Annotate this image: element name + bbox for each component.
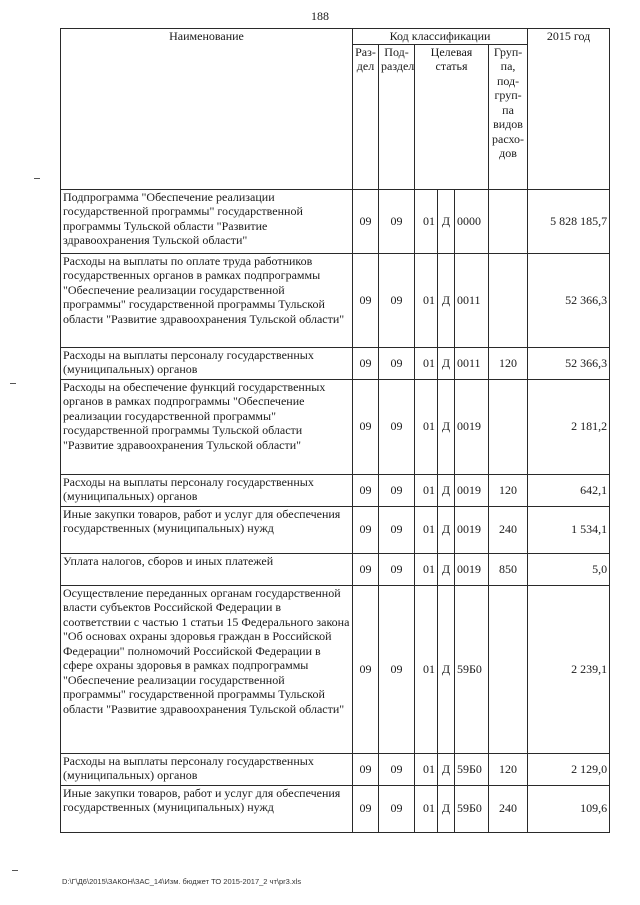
budget-table [60, 28, 610, 833]
header-name: Наименование [61, 29, 353, 190]
header-section: Раз- дел [353, 44, 379, 189]
row-section: 09 [353, 347, 379, 379]
row-name: Расходы на выплаты персоналу государственных (муниципальных) органов [61, 474, 353, 506]
header-expense-group: Груп- па, под- груп- па видов расхо- дов [489, 44, 528, 189]
row-target-direction: 0000 [455, 189, 489, 253]
row-target-program: 01 [415, 347, 438, 379]
row-target-program: 01 [415, 785, 438, 832]
row-section: 09 [353, 506, 379, 553]
row-subsection: 09 [379, 253, 415, 347]
table-row [61, 379, 610, 474]
margin-mark [12, 870, 18, 871]
row-amount: 2 239,1 [528, 585, 610, 753]
page-number: 188 [311, 9, 329, 23]
table-row [61, 474, 610, 506]
row-subsection: 09 [379, 753, 415, 785]
row-subsection: 09 [379, 347, 415, 379]
row-amount: 1 534,1 [528, 506, 610, 553]
row-name: Расходы на обеспечение функций государственных органов в рамках подпрограммы "Обеспечение реализации государственной программы" государственной программы Тульской области "Развитие здравоохранения Тульской области" [61, 379, 353, 474]
row-target-subprogram: Д [438, 753, 455, 785]
header-subsection: Под- раздел [379, 44, 415, 189]
row-amount: 5 828 185,7 [528, 189, 610, 253]
row-section: 09 [353, 189, 379, 253]
row-expense-group: 120 [489, 347, 528, 379]
row-target-subprogram: Д [438, 253, 455, 347]
row-target-subprogram: Д [438, 189, 455, 253]
row-target-direction: 0011 [455, 347, 489, 379]
row-amount: 109,6 [528, 785, 610, 832]
row-section: 09 [353, 379, 379, 474]
header-row-top [61, 29, 610, 45]
table-row [61, 189, 610, 253]
row-target-subprogram: Д [438, 585, 455, 753]
row-section: 09 [353, 785, 379, 832]
row-expense-group [489, 253, 528, 347]
header-target-article: Целевая статья [415, 44, 489, 189]
row-target-direction: 0019 [455, 379, 489, 474]
row-target-program: 01 [415, 253, 438, 347]
row-target-direction: 0011 [455, 253, 489, 347]
row-target-program: 01 [415, 553, 438, 585]
row-target-direction: 0019 [455, 474, 489, 506]
row-target-direction: 0019 [455, 553, 489, 585]
row-subsection: 09 [379, 553, 415, 585]
row-target-direction: 59Б0 [455, 785, 489, 832]
row-target-direction: 59Б0 [455, 585, 489, 753]
row-expense-group: 240 [489, 785, 528, 832]
header-classification: Код классификации [353, 29, 528, 45]
table-row [61, 585, 610, 753]
row-section: 09 [353, 585, 379, 753]
row-target-program: 01 [415, 585, 438, 753]
row-subsection: 09 [379, 506, 415, 553]
row-expense-group: 120 [489, 474, 528, 506]
row-target-subprogram: Д [438, 379, 455, 474]
row-target-program: 01 [415, 753, 438, 785]
table-row [61, 785, 610, 832]
row-subsection: 09 [379, 785, 415, 832]
row-name: Осуществление переданных органам государственной власти субъектов Российской Федерации в соответствии с частью 1 статьи 15 Федерального закона "Об основах охраны здоровья граждан в Российской Федерации" полномочий Российской Федерации в сфере охраны здоровья в рамках подпрограммы "Обеспечение реализации государственной программы" государственной программы Тульской области "Развитие здравоохранения Тульской области" [61, 585, 353, 753]
file-path: D:\Г\Д6\2015\ЗАКОН\ЗАС_14\Изм. бюджет ТО 2015-2017_2 чт\pr3.xls [62, 877, 302, 886]
row-target-direction: 59Б0 [455, 753, 489, 785]
row-name: Уплата налогов, сборов и иных платежей [61, 553, 353, 585]
row-name: Подпрограмма "Обеспечение реализации государственной программы" государственной программы Тульской области "Развитие здравоохранения Тульской области" [61, 189, 353, 253]
row-expense-group [489, 585, 528, 753]
row-name: Иные закупки товаров, работ и услуг для обеспечения государственных (муниципальных) нужд [61, 506, 353, 553]
row-name: Расходы на выплаты по оплате труда работников государственных органов в рамках подпрограммы "Обеспечение реализации государственной программы" государственной программы Тульской области "Развитие здравоохранения Тульской области" [61, 253, 353, 347]
table-row [61, 506, 610, 553]
row-subsection: 09 [379, 474, 415, 506]
row-target-direction: 0019 [455, 506, 489, 553]
table-row [61, 253, 610, 347]
row-subsection: 09 [379, 379, 415, 474]
row-amount: 2 181,2 [528, 379, 610, 474]
row-expense-group [489, 189, 528, 253]
margin-mark [10, 383, 16, 384]
row-target-program: 01 [415, 189, 438, 253]
row-amount: 2 129,0 [528, 753, 610, 785]
row-amount: 5,0 [528, 553, 610, 585]
row-target-subprogram: Д [438, 785, 455, 832]
row-amount: 52 366,3 [528, 347, 610, 379]
row-target-program: 01 [415, 506, 438, 553]
row-target-subprogram: Д [438, 347, 455, 379]
row-target-program: 01 [415, 474, 438, 506]
row-expense-group: 850 [489, 553, 528, 585]
row-section: 09 [353, 553, 379, 585]
row-subsection: 09 [379, 189, 415, 253]
row-amount: 642,1 [528, 474, 610, 506]
table-row [61, 753, 610, 785]
row-amount: 52 366,3 [528, 253, 610, 347]
row-target-program: 01 [415, 379, 438, 474]
margin-mark [34, 178, 40, 179]
row-section: 09 [353, 253, 379, 347]
row-expense-group [489, 379, 528, 474]
row-target-subprogram: Д [438, 506, 455, 553]
table-body [61, 189, 610, 832]
row-name: Расходы на выплаты персоналу государственных (муниципальных) органов [61, 753, 353, 785]
row-name: Расходы на выплаты персоналу государственных (муниципальных) органов [61, 347, 353, 379]
header-year: 2015 год [528, 29, 610, 190]
row-section: 09 [353, 753, 379, 785]
row-target-subprogram: Д [438, 553, 455, 585]
row-target-subprogram: Д [438, 474, 455, 506]
row-expense-group: 120 [489, 753, 528, 785]
table-row [61, 347, 610, 379]
row-subsection: 09 [379, 585, 415, 753]
row-expense-group: 240 [489, 506, 528, 553]
table-row [61, 553, 610, 585]
row-name: Иные закупки товаров, работ и услуг для обеспечения государственных (муниципальных) нужд [61, 785, 353, 832]
row-section: 09 [353, 474, 379, 506]
